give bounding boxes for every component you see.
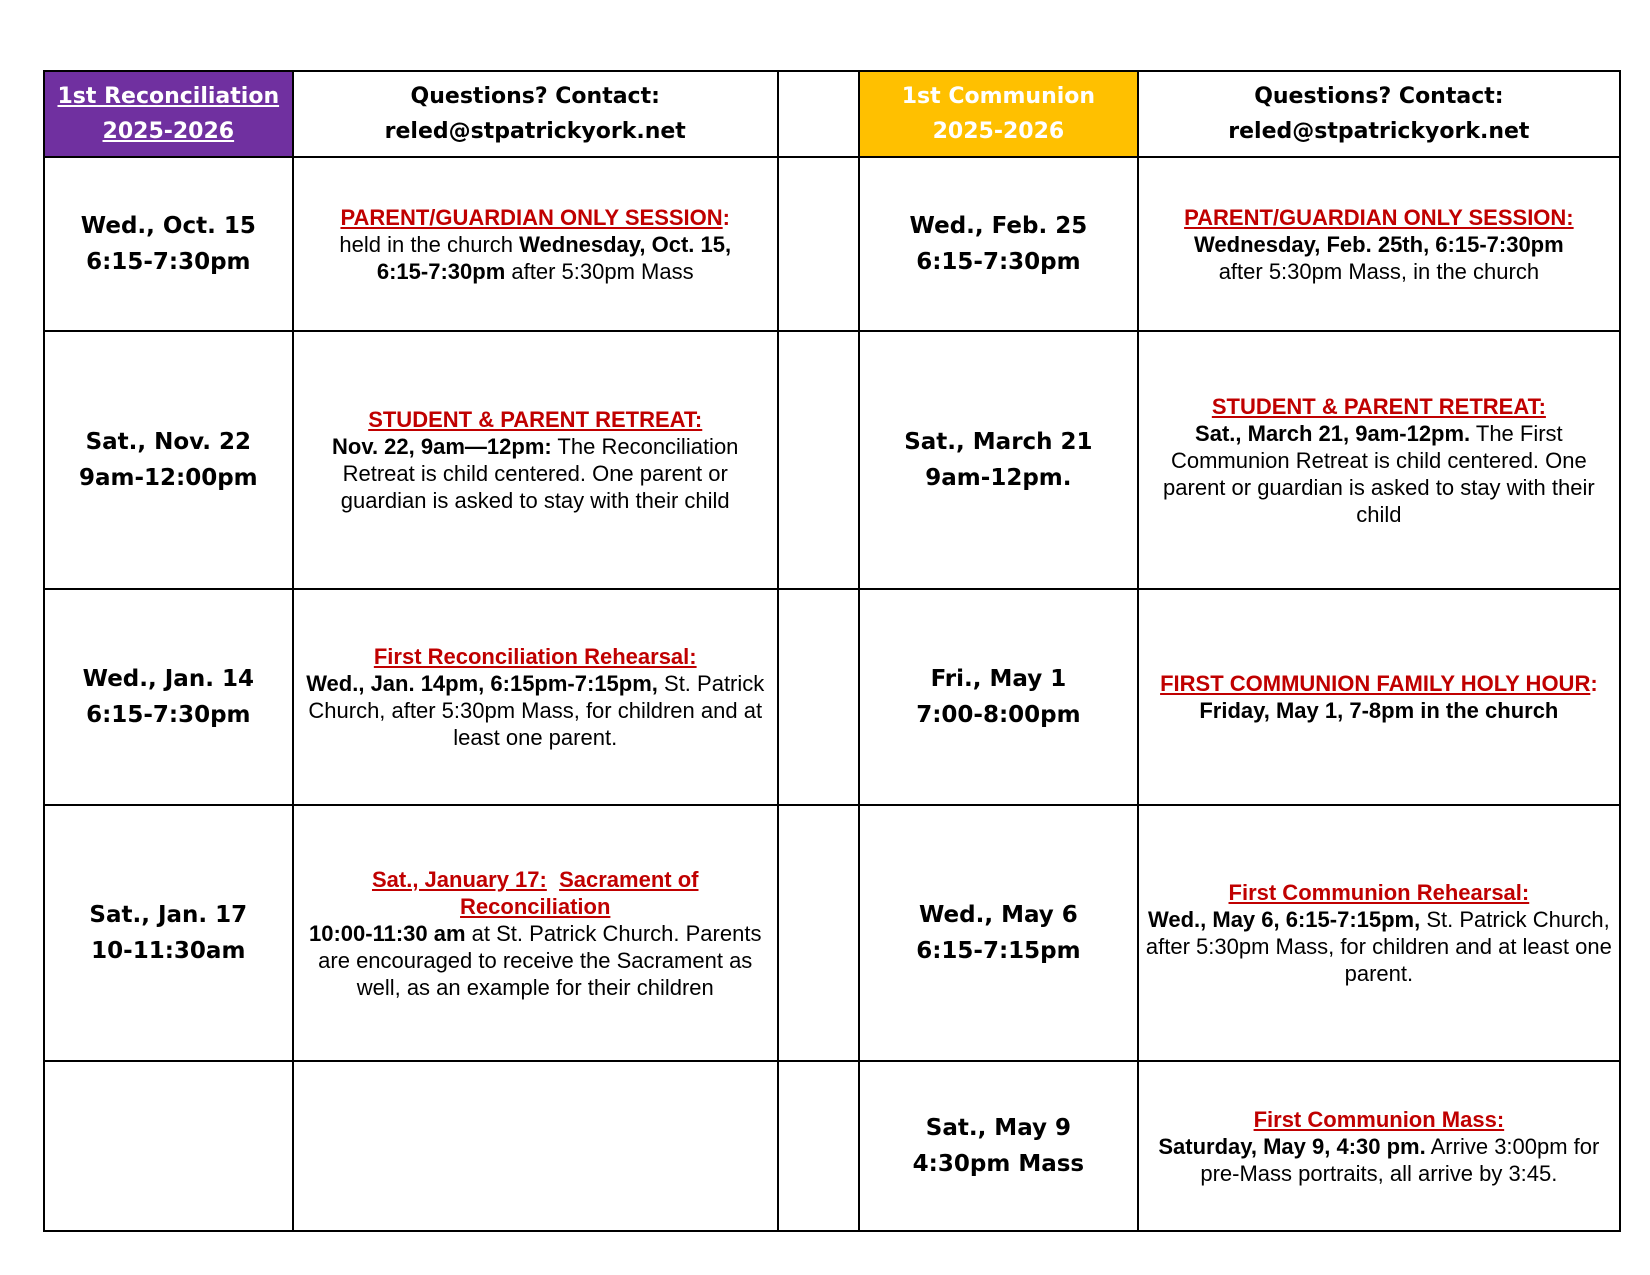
reconciliation-date <box>44 805 293 1061</box>
event-heading: First Communion Mass: <box>1253 1106 1505 1132</box>
schedule-row <box>44 805 1620 1061</box>
date-text: Wed., Oct. 15 <box>80 213 256 239</box>
date-text: Wed., Feb. 25 <box>909 213 1088 239</box>
event-heading: First Reconciliation Rehearsal: <box>373 644 697 669</box>
time-text: 6:15-7:30pm <box>916 249 1081 275</box>
reconciliation-title: 1st Reconciliation <box>57 84 280 109</box>
schedule-row <box>44 331 1620 589</box>
description-text: at St. Patrick Church. Parents are encouraged to receive the Sacrament as well, as an example for their children <box>318 920 762 1000</box>
header-row <box>44 71 1620 157</box>
time-text: 4:30pm Mass <box>912 1151 1085 1177</box>
reconciliation-description <box>293 157 778 331</box>
description-bold: Friday, May 1, 7-8pm in the church <box>1199 698 1559 723</box>
time-text: 9am-12pm. <box>925 465 1072 491</box>
reconciliation-description <box>293 589 778 805</box>
reconciliation-date <box>44 589 293 805</box>
description-text: The Reconciliation Retreat is child centered. One parent or guardian is asked to stay with their child <box>340 434 739 513</box>
date-text: Sat., May 9 <box>925 1115 1072 1141</box>
communion-description <box>1138 805 1620 1061</box>
reconciliation-description <box>293 805 778 1061</box>
schedule-row <box>44 589 1620 805</box>
communion-description <box>1138 157 1620 331</box>
description-text: The First Communion Retreat is child centered. One parent or guardian is asked to stay with their child <box>1163 420 1595 527</box>
event-heading: First Communion Rehearsal: <box>1228 880 1530 905</box>
date-text: Sat., March 21 <box>904 429 1093 455</box>
heading-colon: : <box>722 204 730 230</box>
description-text: Arrive 3:00pm for pre-Mass portraits, all arrive by 3:45. <box>1200 1133 1600 1186</box>
communion-header <box>859 71 1138 157</box>
description-text: held in the church <box>339 231 520 257</box>
event-heading: Sat., January 17: <box>371 866 547 892</box>
time-text: 6:15-7:30pm <box>86 249 251 275</box>
event-heading: FIRST COMMUNION FAMILY HOLY HOUR <box>1160 671 1591 696</box>
description-bold: Wed., May 6, 6:15-7:15pm, <box>1147 907 1421 932</box>
spacer-column <box>778 71 859 157</box>
reconciliation-date <box>44 331 293 589</box>
reconciliation-date <box>44 157 293 331</box>
sacrament-schedule-table <box>43 70 1621 1232</box>
time-text: 6:15-7:30pm <box>86 702 251 728</box>
communion-date <box>859 589 1138 805</box>
spacer-cell <box>778 331 859 589</box>
communion-title: 1st Communion <box>901 84 1096 109</box>
time-text: 6:15-7:15pm <box>916 938 1081 964</box>
spacer-cell <box>778 805 859 1061</box>
communion-description <box>1138 331 1620 589</box>
description-bold: Wed., Jan. 14pm, 6:15pm-7:15pm, <box>306 671 658 696</box>
contact-label: Questions? Contact: <box>1254 84 1504 109</box>
communion-description <box>1138 1061 1620 1231</box>
reconciliation-year: 2025-2026 <box>102 119 235 144</box>
description-bold: Sat., March 21, 9am-12pm. <box>1195 420 1471 446</box>
date-text: Sat., Jan. 17 <box>89 902 248 928</box>
communion-contact <box>1138 71 1620 157</box>
communion-description <box>1138 589 1620 805</box>
communion-date <box>859 157 1138 331</box>
event-heading: Sacrament of Reconciliation <box>460 866 699 919</box>
reconciliation-header <box>44 71 293 157</box>
event-heading: STUDENT & PARENT RETREAT: <box>1211 393 1546 419</box>
description-text: St. Patrick Church, after 5:30pm Mass, for children and at least one parent. <box>308 671 765 750</box>
communion-year: 2025-2026 <box>932 119 1065 144</box>
date-text: Fri., May 1 <box>930 666 1067 692</box>
schedule-row <box>44 157 1620 331</box>
heading-colon: : <box>1590 671 1598 696</box>
contact-email: reled@stpatrickyork.net <box>384 119 686 144</box>
communion-date <box>859 805 1138 1061</box>
description-bold: 6:15-7:30pm <box>376 258 506 284</box>
date-text: Wed., Jan. 14 <box>82 666 254 692</box>
description-bold: Nov. 22, 9am—12pm: <box>332 434 552 459</box>
description-bold: 10:00-11:30 am <box>309 920 466 946</box>
event-heading: STUDENT & PARENT RETREAT: <box>368 407 703 432</box>
empty-cell <box>44 1061 293 1231</box>
event-heading: PARENT/GUARDIAN ONLY SESSION: <box>1184 204 1574 230</box>
description-text: after 5:30pm Mass <box>505 258 694 284</box>
date-text: Wed., May 6 <box>918 902 1078 928</box>
description-bold: Wednesday, Feb. 25th, 6:15-7:30pm <box>1194 231 1564 257</box>
description-bold: Saturday, May 9, 4:30 pm. <box>1158 1133 1426 1159</box>
contact-label: Questions? Contact: <box>410 84 660 109</box>
time-text: 10-11:30am <box>91 938 246 964</box>
time-text: 9am-12:00pm <box>78 465 258 491</box>
communion-date <box>859 1061 1138 1231</box>
reconciliation-description <box>293 331 778 589</box>
event-heading: PARENT/GUARDIAN ONLY SESSION <box>340 204 723 230</box>
schedule-row <box>44 1061 1620 1231</box>
empty-cell <box>293 1061 778 1231</box>
description-text: after 5:30pm Mass, in the church <box>1218 258 1540 284</box>
reconciliation-contact <box>293 71 778 157</box>
spacer-cell <box>778 157 859 331</box>
description-bold: Wednesday, Oct. 15, <box>519 231 732 257</box>
spacer-cell <box>778 1061 859 1231</box>
date-text: Sat., Nov. 22 <box>85 429 252 455</box>
description-text: St. Patrick Church, after 5:30pm Mass, for children and at least one parent. <box>1145 907 1612 986</box>
communion-date <box>859 331 1138 589</box>
spacer-cell <box>778 589 859 805</box>
time-text: 7:00-8:00pm <box>916 702 1081 728</box>
contact-email: reled@stpatrickyork.net <box>1228 119 1530 144</box>
